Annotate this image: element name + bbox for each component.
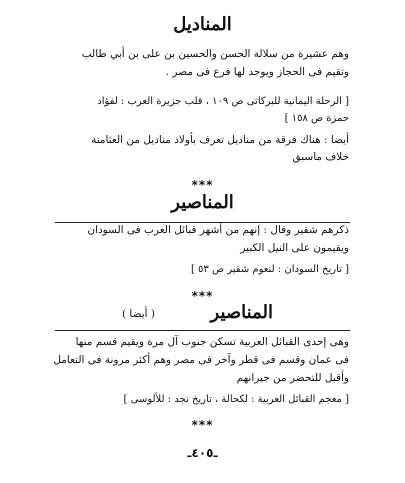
aside-label: ( أيضا ) — [122, 308, 156, 320]
section-body-line: فى عمان وقسم فى قطر وآخر فى مصر وهم أكثر مرونة فى التعامل — [53, 354, 349, 366]
note-line: خلاف ماسبق — [292, 151, 349, 163]
citation-line: [ معجم القبائل العربية : لكحالة ، تاريخ نجد : للألوسى ] — [123, 394, 349, 405]
page-number: ـ٤٠٥ـ — [187, 446, 218, 460]
separator-stars: *** — [191, 289, 214, 303]
section-body-line: وأقبل للتحضر من جيرانهم — [236, 372, 349, 384]
section-title-manasir-2: المناصير — [210, 302, 273, 323]
separator-stars: *** — [191, 418, 214, 432]
section-body-line: وهم عشيرة من سلالة الحسن والحسين بن على بن أبي طالب — [81, 48, 349, 60]
section-body-line: ويقيمون على النيل الكبير — [240, 242, 349, 254]
section-title-manadil: المناديل — [173, 14, 232, 35]
citation-line: حمزة ص ١٥٨ ] — [284, 113, 349, 124]
separator-stars: *** — [191, 178, 214, 192]
citation-line: [ الرحلة اليمانية للبركاتى ص ١٠٩ ، قلب جزيرة العرب : لفؤاد — [97, 96, 349, 107]
section-body-line: ذكرهم شقير وقال : إنهم من أشهر قبائل العرب فى السودان — [87, 224, 349, 236]
section-title-manasir: المناصير — [171, 192, 234, 213]
section-body-line: وهى إحدى القبائل العربية تسكن جنوب آل مرة ويقيم قسم منها — [75, 336, 349, 348]
section-divider — [55, 222, 350, 223]
note-line: أيضا : هناك فرقة من مناديل تعرف بأولاد مناديل من العثامنة — [91, 134, 349, 146]
section-body-line: وتقيم فى الحجاز ويوجد لها فرع فى مصر . — [165, 66, 349, 78]
section-divider — [55, 330, 350, 331]
citation-line: [ تاريخ السودان : لنعوم شقير ص ٥٣ ] — [190, 264, 349, 275]
